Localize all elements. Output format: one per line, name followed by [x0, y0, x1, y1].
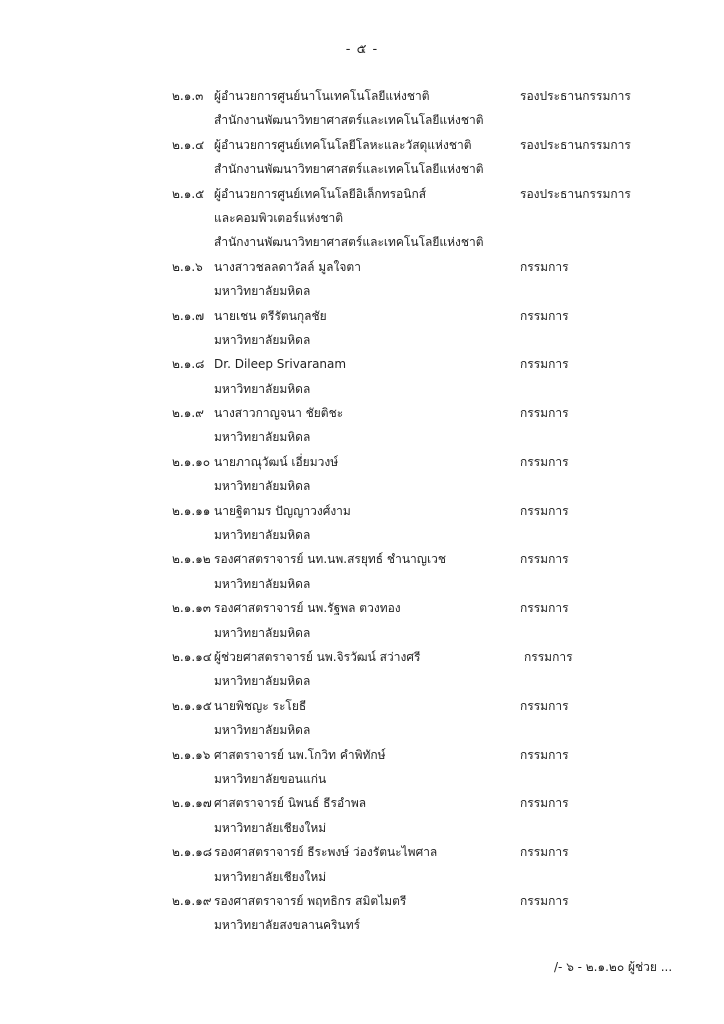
entry-role: กรรมการ: [520, 259, 569, 274]
committee-entry: [0, 547, 724, 596]
entry-role: กรรมการ: [520, 503, 569, 518]
committee-entry: [0, 499, 724, 548]
entry-line: [0, 621, 724, 645]
committee-entry: [0, 791, 724, 840]
entry-affiliation: มหาวิทยาลัยขอนแก่น: [214, 771, 327, 786]
entry-number: ๒.๑.๑๖: [172, 747, 211, 762]
committee-entry: [0, 352, 724, 401]
entry-name: นางสาวชลลดาวัลล์ มูลใจตา: [214, 259, 361, 274]
entry-line: [0, 84, 724, 108]
entry-affiliation: มหาวิทยาลัยมหิดล: [214, 625, 311, 640]
entry-affiliation: มหาวิทยาลัยมหิดล: [214, 332, 311, 347]
entry-number: ๒.๑.๑๘: [172, 845, 213, 860]
entry-line: [0, 377, 724, 401]
entry-role: กรรมการ: [524, 649, 573, 664]
entry-line: [0, 572, 724, 596]
entry-affiliation: มหาวิทยาลัยสงขลานครินทร์: [214, 918, 361, 933]
entry-name: รองศาสตราจารย์ พฤทธิกร สมิตไมตรี: [214, 893, 407, 908]
entry-line: [0, 816, 724, 840]
entry-role: รองประธานกรรมการ: [520, 186, 631, 201]
entry-role: กรรมการ: [520, 357, 569, 372]
entry-line: [0, 279, 724, 303]
entry-name: รองศาสตราจารย์ นพ.รัฐพล ตวงทอง: [214, 601, 401, 616]
entry-name: นายพิชญะ ระโยธี: [214, 698, 307, 713]
entry-line: [0, 425, 724, 449]
committee-entry: [0, 182, 724, 255]
entry-role: กรรมการ: [520, 845, 569, 860]
entry-line: [0, 865, 724, 889]
entry-affiliation: มหาวิทยาลัยมหิดล: [214, 381, 311, 396]
entry-line: [0, 255, 724, 279]
entry-name: ศาสตราจารย์ นพ.โกวิท คำพิทักษ์: [214, 747, 386, 762]
entry-role: กรรมการ: [520, 406, 569, 421]
entry-line: [0, 743, 724, 767]
committee-entry: [0, 889, 724, 938]
entry-line: [0, 645, 724, 669]
entry-line: [0, 840, 724, 864]
entry-affiliation: สำนักงานพัฒนาวิทยาศาสตร์และเทคโนโลยีแห่งชาติ: [214, 235, 484, 250]
entry-name: ผู้อำนวยการศูนย์เทคโนโลยีอิเล็กทรอนิกส์: [214, 186, 427, 201]
entry-number: ๒.๑.๑๗: [172, 796, 212, 811]
entry-line: [0, 718, 724, 742]
entry-number: ๒.๑.๑๓: [172, 601, 211, 616]
committee-entry: [0, 694, 724, 743]
entry-name: ผู้อำนวยการศูนย์เทคโนโลยีโลหะและวัสดุแห่งชาติ: [214, 137, 472, 152]
entry-number: ๒.๑.๑๐: [172, 454, 211, 469]
entry-line: [0, 889, 724, 913]
entry-affiliation: มหาวิทยาลัยมหิดล: [214, 576, 311, 591]
entry-line: [0, 230, 724, 254]
entry-number: ๒.๑.๑๕: [172, 698, 212, 713]
entry-line: [0, 913, 724, 937]
entry-affiliation: มหาวิทยาลัยมหิดล: [214, 528, 311, 543]
entry-number: ๒.๑.๖: [172, 259, 203, 274]
entry-role: กรรมการ: [520, 747, 569, 762]
entry-affiliation: มหาวิทยาลัยมหิดล: [214, 723, 311, 738]
entry-role: รองประธานกรรมการ: [520, 89, 631, 103]
entry-line: [0, 182, 724, 206]
entry-number: ๒.๑.๗: [172, 308, 205, 323]
entry-number: ๒.๑.๑๙: [172, 893, 212, 908]
entry-line: [0, 499, 724, 523]
entry-affiliation: มหาวิทยาลัยเชียงใหม่: [214, 820, 327, 835]
continuation-footer: /- ๖ - ๒.๑.๒๐ ผู้ช่วย ...: [554, 960, 673, 974]
entry-affiliation: สำนักงานพัฒนาวิทยาศาสตร์และเทคโนโลยีแห่งชาติ: [214, 162, 484, 177]
committee-entry: [0, 743, 724, 792]
entry-line: [0, 133, 724, 157]
entry-line: [0, 401, 724, 425]
entry-affiliation: มหาวิทยาลัยมหิดล: [214, 674, 311, 689]
entry-name: นายฐิตามร ปัญญาวงศ์งาม: [214, 503, 351, 518]
entry-name: รองศาสตราจารย์ นท.นพ.สรยุทธ์ ชำนาญเวช: [214, 552, 446, 567]
entry-line: [0, 694, 724, 718]
committee-entry: [0, 401, 724, 450]
committee-entry: [0, 84, 724, 133]
entry-name: ผู้ช่วยศาสตราจารย์ นพ.จิรวัฒน์ สว่างศรี: [214, 649, 421, 664]
entry-line: [0, 474, 724, 498]
entry-name: นายเชน ตรีรัตนกุลชัย: [214, 308, 327, 323]
entry-role: กรรมการ: [520, 552, 569, 567]
entry-line: [0, 328, 724, 352]
entry-line: [0, 352, 724, 376]
entry-name: นายภาณุวัฒน์ เอี่ยมวงษ์: [214, 454, 339, 469]
entry-affiliation: มหาวิทยาลัยมหิดล: [214, 284, 311, 299]
committee-entry: [0, 255, 724, 304]
committee-entry: [0, 304, 724, 353]
entry-name: นางสาวกาญจนา ชัยติชะ: [214, 406, 344, 421]
entry-name: รองศาสตราจารย์ ธีระพงษ์ ว่องรัตนะไพศาล: [214, 845, 438, 860]
entry-name: Dr. Dileep Srivaranam: [214, 357, 347, 372]
entry-line: [0, 450, 724, 474]
entry-role: กรรมการ: [520, 698, 569, 713]
entry-number: ๒.๑.๙: [172, 406, 204, 421]
entry-line: [0, 206, 724, 230]
entry-number: ๒.๑.๑๑: [172, 503, 211, 518]
entry-line: [0, 547, 724, 571]
entry-line: [0, 791, 724, 815]
entry-line: [0, 596, 724, 620]
committee-entry: [0, 596, 724, 645]
entry-affiliation: มหาวิทยาลัยเชียงใหม่: [214, 869, 327, 884]
entry-number: ๒.๑.๓: [172, 89, 204, 103]
entry-affiliation: มหาวิทยาลัยมหิดล: [214, 479, 311, 494]
entry-role: กรรมการ: [520, 601, 569, 616]
entry-role: กรรมการ: [520, 796, 569, 811]
entry-role: กรรมการ: [520, 308, 569, 323]
entry-name: ผู้อำนวยการศูนย์นาโนเทคโนโลยีแห่งชาติ: [214, 89, 430, 103]
entry-line: [0, 523, 724, 547]
entry-number: ๒.๑.๕: [172, 186, 205, 201]
committee-entry: [0, 645, 724, 694]
entry-number: ๒.๑.๔: [172, 137, 205, 152]
entry-number: ๒.๑.๑๔: [172, 649, 212, 664]
entry-affiliation: และคอมพิวเตอร์แห่งชาติ: [214, 210, 344, 225]
entry-line: [0, 108, 724, 132]
entry-line: [0, 157, 724, 181]
entry-line: [0, 767, 724, 791]
entry-affiliation: มหาวิทยาลัยมหิดล: [214, 430, 311, 445]
page-number: - ๕ -: [345, 42, 379, 57]
committee-entry: [0, 450, 724, 499]
entry-affiliation: สำนักงานพัฒนาวิทยาศาสตร์และเทคโนโลยีแห่งชาติ: [214, 113, 484, 128]
entry-number: ๒.๑.๘: [172, 357, 205, 372]
entry-role: รองประธานกรรมการ: [520, 137, 631, 152]
committee-entry: [0, 133, 724, 182]
entry-role: กรรมการ: [520, 893, 569, 908]
committee-list: [0, 84, 724, 938]
entry-line: [0, 669, 724, 693]
entry-number: ๒.๑.๑๒: [172, 552, 211, 567]
entry-name: ศาสตราจารย์ นิพนธ์ ธีรอำพล: [214, 796, 367, 811]
entry-line: [0, 304, 724, 328]
committee-entry: [0, 840, 724, 889]
entry-role: กรรมการ: [520, 454, 569, 469]
